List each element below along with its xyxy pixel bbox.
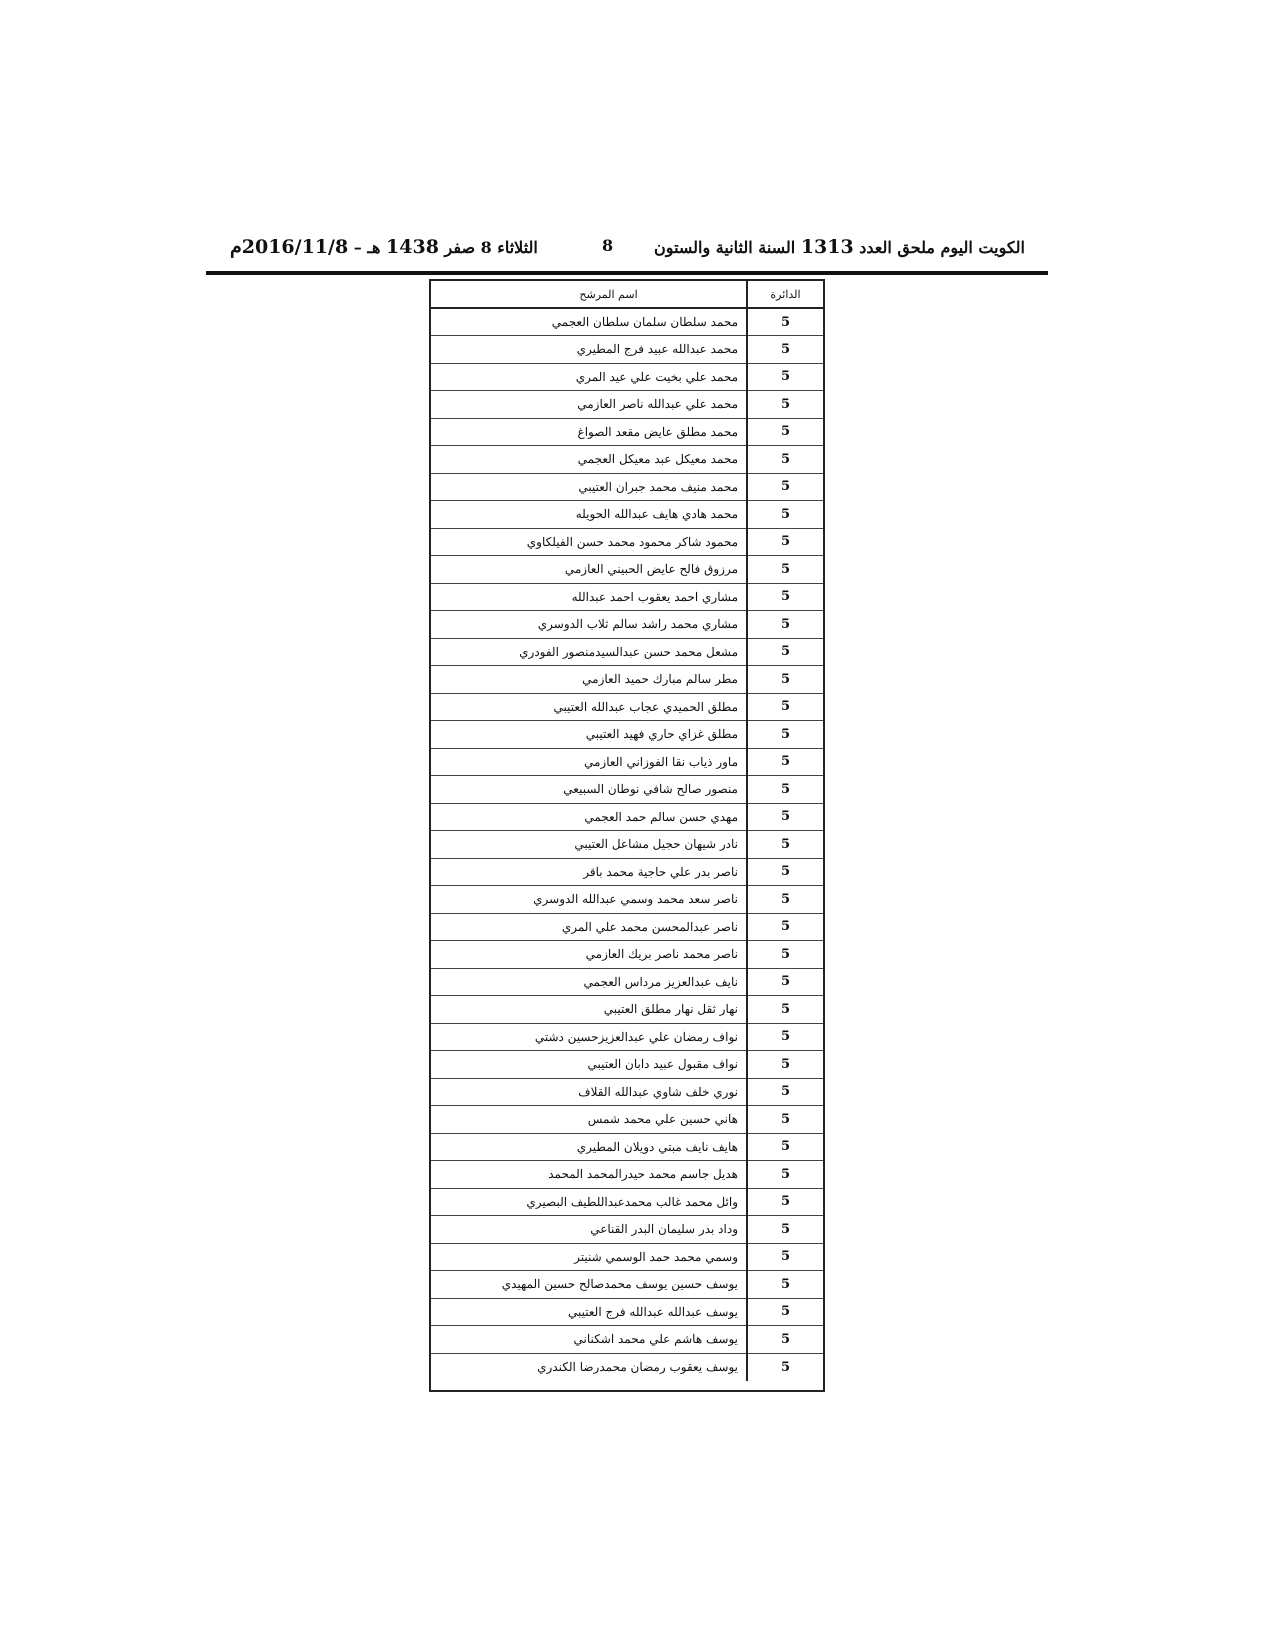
candidate-name-cell: ماور ذياب نقا الفوزاني العازمي xyxy=(431,748,747,776)
table-row xyxy=(431,803,823,831)
candidate-name-cell: نهار ثقل نهار مطلق العتيبي xyxy=(431,996,747,1024)
district-cell: 5 xyxy=(747,363,823,391)
table-row xyxy=(431,693,823,721)
table-header-row xyxy=(431,281,823,308)
district-cell: 5 xyxy=(747,693,823,721)
district-cell: 5 xyxy=(747,996,823,1024)
date-info xyxy=(230,236,538,258)
district-cell: 5 xyxy=(747,1051,823,1079)
publication-name: الكويت اليوم ملحق العدد xyxy=(859,238,1025,257)
district-cell: 5 xyxy=(747,1271,823,1299)
table-row xyxy=(431,941,823,969)
table-row xyxy=(431,1078,823,1106)
day-date: الثلاثاء 8 صفر xyxy=(444,238,538,257)
candidate-name-cell: ناصر عبدالمحسن محمد علي المري xyxy=(431,913,747,941)
table-row xyxy=(431,721,823,749)
page-number: 8 xyxy=(602,236,614,255)
table-row xyxy=(431,336,823,364)
district-cell: 5 xyxy=(747,391,823,419)
district-cell: 5 xyxy=(747,556,823,584)
gregorian-date: 2016/11/8م xyxy=(230,236,349,258)
district-cell: 5 xyxy=(747,1078,823,1106)
candidate-name-cell: مطر سالم مبارك حميد العازمي xyxy=(431,666,747,694)
candidate-name-cell: نواف مقبول عبيد دابان العتيبي xyxy=(431,1051,747,1079)
table-row xyxy=(431,858,823,886)
candidate-name-cell: مطلق الحميدي عجاب عبدالله العتيبي xyxy=(431,693,747,721)
header-rule xyxy=(206,271,1048,275)
table-row xyxy=(431,1216,823,1244)
candidate-name-cell: يوسف عبدالله عبدالله فرج العتيبي xyxy=(431,1298,747,1326)
candidate-name-cell: وائل محمد غالب محمدعبداللطيف البصيري xyxy=(431,1188,747,1216)
district-cell: 5 xyxy=(747,886,823,914)
district-cell: 5 xyxy=(747,776,823,804)
candidate-name-cell: مشعل محمد حسن عبدالسيدمنصور الفودري xyxy=(431,638,747,666)
table-row xyxy=(431,473,823,501)
table-row xyxy=(431,391,823,419)
district-cell: 5 xyxy=(747,748,823,776)
page-header xyxy=(230,236,1025,266)
district-cell: 5 xyxy=(747,336,823,364)
candidate-name-cell: يوسف يعقوب رمضان محمدرضا الكندري xyxy=(537,1360,738,1374)
candidate-name-cell: محمد مطلق عايض مقعد الصواغ xyxy=(431,418,747,446)
hijri-suffix: هـ – xyxy=(353,238,381,257)
candidate-name-cell: ناصر محمد ناصر بريك العازمي xyxy=(431,941,747,969)
district-cell: 5 xyxy=(747,941,823,969)
district-cell: 5 xyxy=(747,308,823,336)
table-row xyxy=(431,446,823,474)
district-cell: 5 xyxy=(747,1023,823,1051)
district-cell: 5 xyxy=(747,638,823,666)
candidate-name-cell: ناصر سعد محمد وسمي عبدالله الدوسري xyxy=(431,886,747,914)
table-row xyxy=(431,776,823,804)
district-cell: 5 xyxy=(747,1106,823,1134)
table-row xyxy=(431,528,823,556)
candidate-name-cell: محمد معيكل عبد معيكل العجمي xyxy=(431,446,747,474)
candidate-name-cell: نادر شيهان حجيل مشاعل العتيبي xyxy=(431,831,747,859)
table-row xyxy=(431,583,823,611)
candidate-name-cell: يوسف هاشم علي محمد اشكناني xyxy=(431,1326,747,1354)
district-cell: 5 xyxy=(747,721,823,749)
table-row xyxy=(431,1051,823,1079)
candidate-name-cell: نوري خلف شاوي عبدالله القلاف xyxy=(431,1078,747,1106)
candidate-name-cell: يوسف حسين يوسف محمدصالح حسين المهيدي xyxy=(431,1271,747,1299)
table-row xyxy=(431,1133,823,1161)
candidate-name-cell: هديل جاسم محمد حيدرالمحمد المحمد xyxy=(431,1161,747,1189)
district-cell: 5 xyxy=(747,1298,823,1326)
district-cell: 5 xyxy=(747,831,823,859)
district-cell: 5 xyxy=(747,501,823,529)
district-cell: 5 xyxy=(747,913,823,941)
table-row xyxy=(431,748,823,776)
year-label: السنة الثانية والستون xyxy=(654,238,796,257)
table-row xyxy=(431,1243,823,1271)
candidate-name-cell: نايف عبدالعزيز مرداس العجمي xyxy=(431,968,747,996)
district-cell: 5 xyxy=(747,1133,823,1161)
district-cell: 5 xyxy=(747,473,823,501)
table-row xyxy=(431,666,823,694)
candidate-name-cell: وسمي محمد حمد الوسمي شنيتر xyxy=(431,1243,747,1271)
table-row xyxy=(431,1188,823,1216)
table-row xyxy=(431,886,823,914)
district-cell: 5 xyxy=(747,1353,823,1381)
district-cell: 5 xyxy=(747,666,823,694)
district-cell: 5 xyxy=(747,1216,823,1244)
table-row xyxy=(431,363,823,391)
table-row xyxy=(431,501,823,529)
district-cell: 5 xyxy=(747,1326,823,1354)
table-row xyxy=(431,1298,823,1326)
candidates-table xyxy=(429,279,825,1392)
column-header-district: الدائرة xyxy=(747,281,823,308)
district-cell: 5 xyxy=(747,968,823,996)
district-cell: 5 xyxy=(747,858,823,886)
table-row xyxy=(431,611,823,639)
candidate-name-cell: نواف رمضان علي عبدالعزيزحسين دشتي xyxy=(431,1023,747,1051)
candidate-name-cell: محمد منيف محمد جبران العتيبي xyxy=(431,473,747,501)
table-row xyxy=(431,1161,823,1189)
table-row xyxy=(431,308,823,336)
candidate-name-cell: منصور صالح شافي نوطان السبيعي xyxy=(431,776,747,804)
district-cell: 5 xyxy=(747,418,823,446)
table-row xyxy=(431,1353,823,1381)
candidate-name-cell: محمد سلطان سلمان سلطان العجمي xyxy=(431,308,747,336)
candidate-name-cell: محمد عبدالله عبيد فرج المطيري xyxy=(431,336,747,364)
hijri-year: 1438 xyxy=(386,236,439,258)
column-header-name: اسم المرشح xyxy=(431,281,747,308)
district-cell: 5 xyxy=(747,611,823,639)
table-row xyxy=(431,831,823,859)
candidate-name-cell: وداد بدر سليمان البدر القناعي xyxy=(431,1216,747,1244)
candidate-name-cell: محمود شاكر محمود محمد حسن الفيلكاوي xyxy=(431,528,747,556)
candidate-name-cell: مهدي حسن سالم حمد العجمي xyxy=(431,803,747,831)
table-row xyxy=(431,556,823,584)
table-row xyxy=(431,968,823,996)
district-cell: 5 xyxy=(747,1188,823,1216)
candidate-name-cell: مرزوق فالح عايض الحبيني العازمي xyxy=(431,556,747,584)
candidate-name-cell: مشاري احمد يعقوب احمد عبدالله xyxy=(431,583,747,611)
table-row xyxy=(431,913,823,941)
table-row xyxy=(431,1326,823,1354)
candidate-name-cell: هايف نايف مبتي دويلان المطيري xyxy=(431,1133,747,1161)
table-row xyxy=(431,1023,823,1051)
district-cell: 5 xyxy=(747,1161,823,1189)
candidate-name-cell: محمد علي بخيت علي عيد المري xyxy=(431,363,747,391)
table-row xyxy=(431,418,823,446)
district-cell: 5 xyxy=(747,803,823,831)
candidate-name-cell: ناصر بدر علي حاجية محمد باقر xyxy=(431,858,747,886)
table-row xyxy=(431,1271,823,1299)
candidate-name-cell: مشاري محمد راشد سالم ثلاب الدوسري xyxy=(431,611,747,639)
publication-info xyxy=(654,236,1025,258)
candidate-name-cell: هاني حسين علي محمد شمس xyxy=(431,1106,747,1134)
candidate-name-cell: محمد هادي هايف عبدالله الحويله xyxy=(431,501,747,529)
candidate-name-cell: محمد علي عبدالله ناصر العازمي xyxy=(431,391,747,419)
candidate-name-cell: مطلق غزاي حاري فهيد العتيبي xyxy=(431,721,747,749)
table-row xyxy=(431,1106,823,1134)
table-row xyxy=(431,638,823,666)
issue-number: 1313 xyxy=(800,236,854,258)
district-cell: 5 xyxy=(747,446,823,474)
district-cell: 5 xyxy=(747,583,823,611)
district-cell: 5 xyxy=(747,1243,823,1271)
table-row xyxy=(431,996,823,1024)
district-cell: 5 xyxy=(747,528,823,556)
